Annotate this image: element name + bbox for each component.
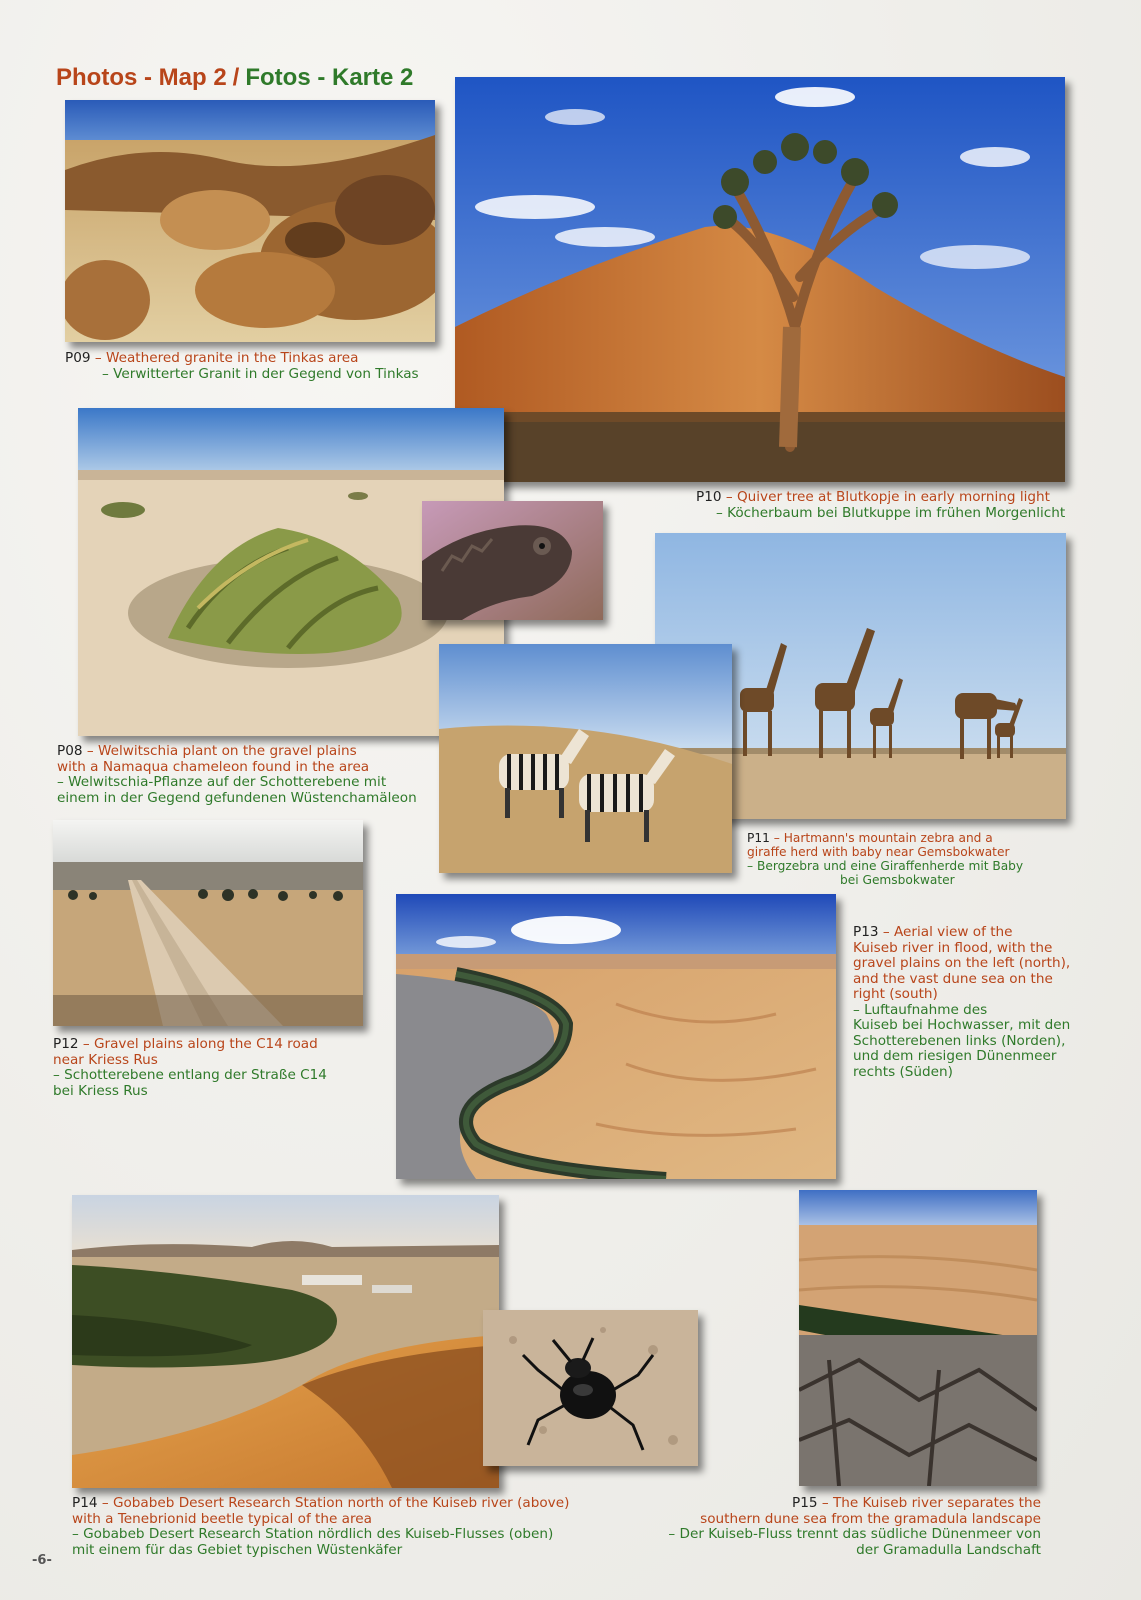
photo-p10-quiver-tree bbox=[455, 77, 1065, 482]
caption-p11: P11 – Hartmann's mountain zebra and a giraffe herd with baby near Gemsbokwater – Bergzebra und eine Giraffenherde mit Baby bei Gemsbokwater bbox=[747, 831, 1024, 887]
caption-p12: P12 – Gravel plains along the C14 road near Kriess Rus – Schotterebene entlang der Straße C14 bei Kriess Rus bbox=[53, 1036, 327, 1099]
photo-p14-beetle bbox=[483, 1310, 698, 1466]
photo-p13-kuiseb-aerial bbox=[396, 894, 836, 1179]
caption-p08: P08 – Welwitschia plant on the gravel plains with a Namaqua chameleon found in the area – Welwitschia-Pflanze auf der Schotterebene mit einem in der Gegend gefundenen Wüstenchamäleon bbox=[57, 743, 417, 806]
page-number: -6- bbox=[32, 1553, 52, 1568]
page-title bbox=[56, 64, 413, 92]
title-separator: / bbox=[232, 64, 240, 91]
photo-p09-granite bbox=[65, 100, 435, 342]
photo-p12-gravel-road bbox=[53, 820, 363, 1026]
caption-p15: P15 – The Kuiseb river separates the southern dune sea from the gramadula landscape – Der Kuiseb-Fluss trennt das südliche Dünenmeer von der Gramadulla Landschaft bbox=[668, 1495, 1041, 1558]
caption-p09: P09 – Weathered granite in the Tinkas area – Verwitterter Granit in der Gegend von Tinkas bbox=[65, 350, 419, 382]
caption-p14: P14 – Gobabeb Desert Research Station north of the Kuiseb river (above) with a Tenebrionid beetle typical of the area – Gobabeb Desert Research Station nördlich des Kuiseb-Flusses (oben) mit einem für das Gebiet typischen Wüstenkäfer bbox=[72, 1495, 570, 1558]
photo-p15-kuiseb-canyon bbox=[799, 1190, 1037, 1486]
title-german: Fotos - Karte 2 bbox=[245, 64, 414, 91]
caption-p10: P10 – Quiver tree at Blutkopje in early morning light – Köcherbaum bei Blutkuppe im frühen Morgenlicht bbox=[696, 489, 1066, 521]
photo-p11-zebras bbox=[439, 644, 732, 873]
title-english: Photos - Map 2 bbox=[56, 64, 227, 91]
photo-p14-gobabeb bbox=[72, 1195, 499, 1488]
photo-p08-chameleon bbox=[422, 501, 603, 620]
caption-p13: P13 – Aerial view of the Kuiseb river in flood, with the gravel plains on the left (north), and the vast dune sea on the right (south) – Luftaufnahme des Kuiseb bei Hochwasser, mit den Schotterebenen links (Norden), und dem riesigen Dünenmeer rechts (Süden) bbox=[853, 924, 1071, 1080]
